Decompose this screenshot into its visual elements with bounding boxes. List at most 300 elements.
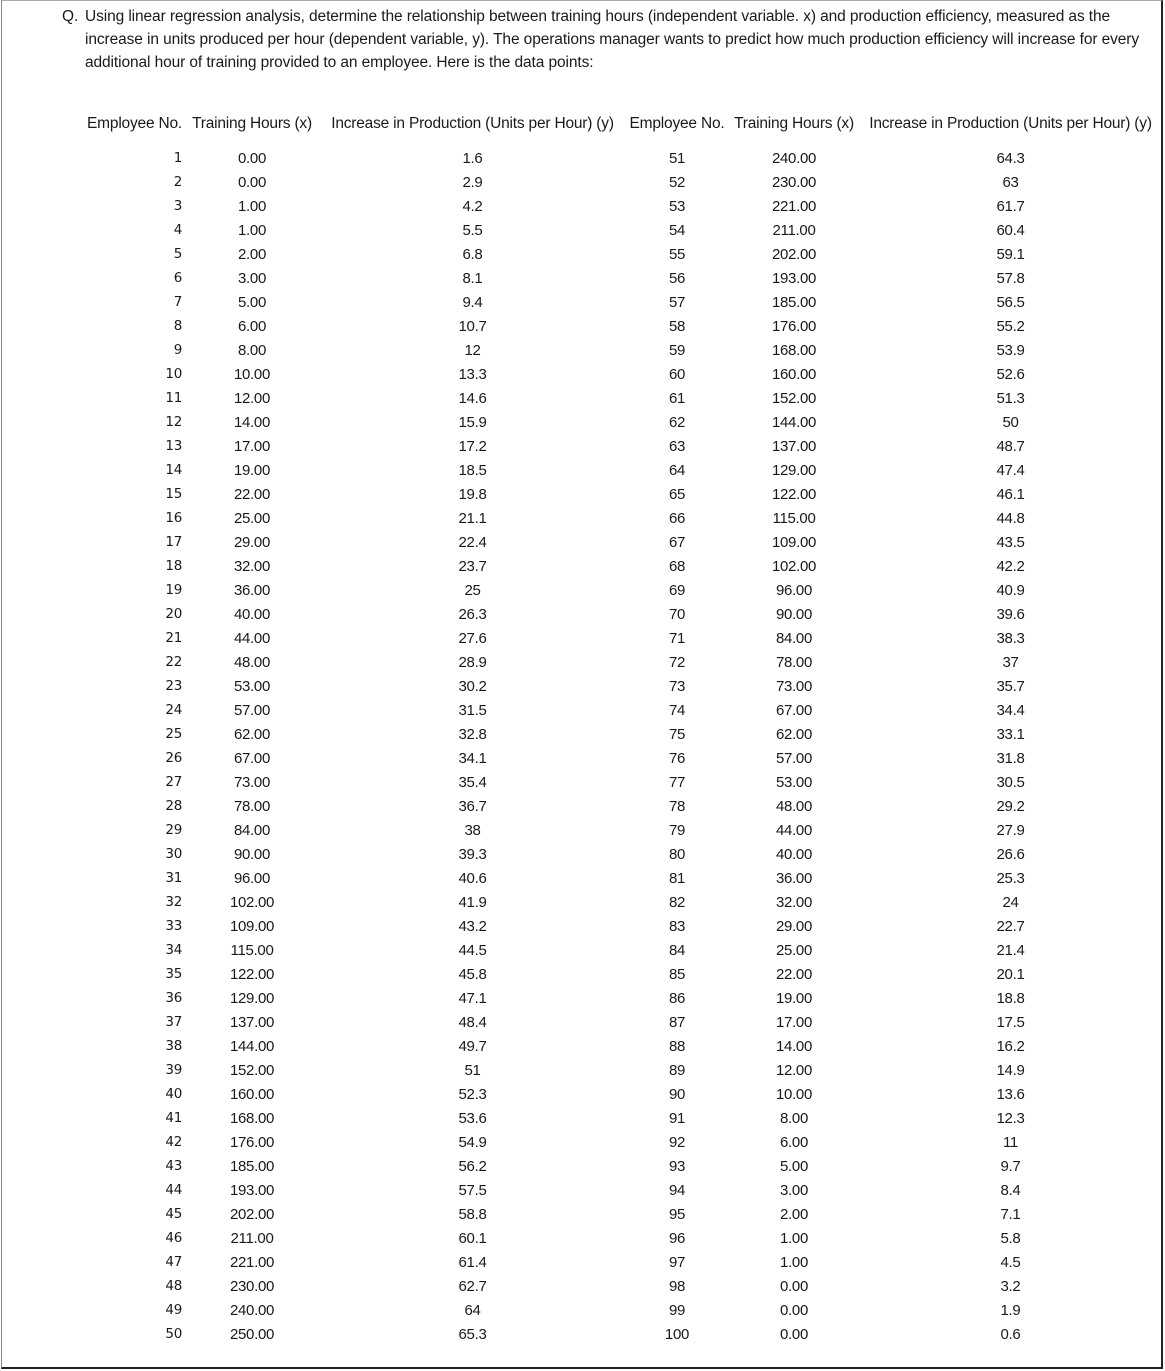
table-row <box>2 866 1162 890</box>
table-row <box>2 194 1162 218</box>
production-increase-cell: 63 <box>1002 173 1019 191</box>
employee-no-cell: 73 <box>668 677 686 695</box>
table-row <box>2 890 1162 914</box>
production-increase-cell: 58.8 <box>458 1205 487 1223</box>
production-increase-cell: 53.9 <box>996 341 1025 359</box>
training-hours-cell: 8.00 <box>780 1109 808 1127</box>
training-hours-cell: 1.00 <box>238 197 266 215</box>
production-increase-cell: 54.9 <box>458 1133 487 1151</box>
table-row <box>2 362 1162 386</box>
production-increase-cell: 8.1 <box>462 269 483 287</box>
employee-no-cell: 68 <box>668 557 686 575</box>
employee-no-cell: 96 <box>668 1229 686 1247</box>
employee-no-cell: 74 <box>668 701 686 719</box>
production-increase-cell: 20.1 <box>996 965 1025 983</box>
training-hours-cell: 96.00 <box>233 869 271 887</box>
employee-no-cell: 80 <box>668 845 686 863</box>
header-production-increase: Increase in Production (Units per Hour) (y) <box>331 115 614 132</box>
training-hours-cell: 202.00 <box>771 245 817 263</box>
employee-no-cell: 19 <box>165 582 182 598</box>
table-row <box>2 626 1162 650</box>
production-increase-cell: 9.7 <box>1000 1157 1021 1175</box>
production-increase-cell: 25.3 <box>996 869 1025 887</box>
employee-no-cell: 52 <box>668 173 686 191</box>
production-increase-cell: 62.7 <box>458 1277 487 1295</box>
employee-no-cell: 71 <box>668 629 686 647</box>
table-row <box>2 1226 1162 1250</box>
production-increase-cell: 21.4 <box>996 941 1025 959</box>
table-row <box>2 794 1162 818</box>
employee-no-cell: 36 <box>165 990 182 1006</box>
production-increase-cell: 5.8 <box>1000 1229 1021 1247</box>
training-hours-cell: 84.00 <box>775 629 813 647</box>
employee-no-cell: 97 <box>668 1253 686 1271</box>
employee-no-cell: 89 <box>668 1061 686 1079</box>
production-increase-cell: 25 <box>464 581 481 599</box>
employee-no-cell: 16 <box>165 510 182 526</box>
employee-no-cell: 99 <box>668 1301 686 1319</box>
training-hours-cell: 3.00 <box>780 1181 808 1199</box>
table-row <box>2 218 1162 242</box>
employee-no-cell: 65 <box>668 485 686 503</box>
question-block <box>62 5 1152 74</box>
production-increase-cell: 52.6 <box>996 365 1025 383</box>
training-hours-cell: 137.00 <box>771 437 817 455</box>
training-hours-cell: 73.00 <box>775 677 813 695</box>
employee-no-cell: 20 <box>165 606 182 622</box>
training-hours-cell: 73.00 <box>233 773 271 791</box>
employee-no-cell: 51 <box>668 149 686 167</box>
table-row <box>2 1106 1162 1130</box>
table-body <box>2 146 1162 1346</box>
training-hours-cell: 221.00 <box>229 1253 275 1271</box>
training-hours-cell: 10.00 <box>233 365 271 383</box>
data-table-container <box>2 111 1164 1346</box>
production-increase-cell: 60.1 <box>458 1229 487 1247</box>
production-increase-cell: 44.8 <box>996 509 1025 527</box>
training-hours-cell: 48.00 <box>233 653 271 671</box>
training-hours-cell: 185.00 <box>771 293 817 311</box>
production-increase-cell: 24 <box>1002 893 1019 911</box>
production-increase-cell: 60.4 <box>996 221 1025 239</box>
training-hours-cell: 109.00 <box>229 917 275 935</box>
production-increase-cell: 13.6 <box>996 1085 1025 1103</box>
employee-no-cell: 85 <box>668 965 686 983</box>
employee-no-cell: 30 <box>165 846 182 862</box>
production-increase-cell: 27.6 <box>458 629 487 647</box>
production-increase-cell: 17.5 <box>996 1013 1025 1031</box>
training-hours-cell: 230.00 <box>771 173 817 191</box>
employee-no-cell: 5 <box>173 246 182 262</box>
table-row <box>2 530 1162 554</box>
production-increase-cell: 23.7 <box>458 557 487 575</box>
training-hours-cell: 67.00 <box>775 701 813 719</box>
employee-no-cell: 47 <box>165 1254 182 1270</box>
training-hours-cell: 40.00 <box>775 845 813 863</box>
training-hours-cell: 62.00 <box>775 725 813 743</box>
production-increase-cell: 26.3 <box>458 605 487 623</box>
training-hours-cell: 12.00 <box>233 389 271 407</box>
production-increase-cell: 14.9 <box>996 1061 1025 1079</box>
employee-no-cell: 29 <box>165 822 182 838</box>
employee-no-cell: 79 <box>668 821 686 839</box>
employee-no-cell: 77 <box>668 773 686 791</box>
training-hours-cell: 78.00 <box>233 797 271 815</box>
production-increase-cell: 50 <box>1002 413 1019 431</box>
training-hours-cell: 102.00 <box>771 557 817 575</box>
training-hours-cell: 22.00 <box>775 965 813 983</box>
training-hours-cell: 0.00 <box>780 1277 808 1295</box>
production-increase-cell: 49.7 <box>458 1037 487 1055</box>
employee-no-cell: 61 <box>668 389 686 407</box>
employee-no-cell: 42 <box>165 1134 182 1150</box>
training-hours-cell: 193.00 <box>771 269 817 287</box>
employee-no-cell: 46 <box>165 1230 182 1246</box>
production-increase-cell: 18.5 <box>458 461 487 479</box>
document-page <box>1 0 1163 1369</box>
table-row <box>2 1298 1162 1322</box>
table-row <box>2 290 1162 314</box>
table-row <box>2 650 1162 674</box>
production-increase-cell: 16.2 <box>996 1037 1025 1055</box>
table-row <box>2 746 1162 770</box>
production-increase-cell: 9.4 <box>462 293 483 311</box>
employee-no-cell: 84 <box>668 941 686 959</box>
header-production-increase-2: Increase in Production (Units per Hour) (y) <box>869 115 1152 132</box>
employee-no-cell: 83 <box>668 917 686 935</box>
employee-no-cell: 54 <box>668 221 686 239</box>
production-increase-cell: 64.3 <box>996 149 1025 167</box>
employee-no-cell: 39 <box>165 1062 182 1078</box>
production-increase-cell: 57.8 <box>996 269 1025 287</box>
employee-no-cell: 40 <box>165 1086 182 1102</box>
table-row <box>2 1178 1162 1202</box>
production-increase-cell: 43.2 <box>458 917 487 935</box>
employee-no-cell: 9 <box>173 342 182 358</box>
employee-no-cell: 70 <box>668 605 686 623</box>
production-increase-cell: 34.1 <box>458 749 487 767</box>
training-hours-cell: 44.00 <box>775 821 813 839</box>
training-hours-cell: 1.00 <box>780 1229 808 1247</box>
employee-no-cell: 66 <box>668 509 686 527</box>
training-hours-cell: 176.00 <box>229 1133 275 1151</box>
question-label: Q. <box>62 8 79 25</box>
header-employee-no-2: Employee No. <box>629 115 725 132</box>
training-hours-cell: 168.00 <box>771 341 817 359</box>
production-increase-cell: 0.6 <box>1000 1325 1021 1343</box>
employee-no-cell: 8 <box>173 318 182 334</box>
training-hours-cell: 137.00 <box>229 1013 275 1031</box>
production-increase-cell: 47.1 <box>458 989 487 1007</box>
production-increase-cell: 34.4 <box>996 701 1025 719</box>
production-increase-cell: 27.9 <box>996 821 1025 839</box>
training-hours-cell: 240.00 <box>229 1301 275 1319</box>
training-hours-cell: 0.00 <box>238 173 266 191</box>
table-row <box>2 1154 1162 1178</box>
training-hours-cell: 5.00 <box>238 293 266 311</box>
production-increase-cell: 12.3 <box>996 1109 1025 1127</box>
training-hours-cell: 19.00 <box>775 989 813 1007</box>
employee-no-cell: 33 <box>165 918 182 934</box>
table-row <box>2 554 1162 578</box>
table-row <box>2 410 1162 434</box>
training-hours-cell: 44.00 <box>233 629 271 647</box>
production-increase-cell: 22.7 <box>996 917 1025 935</box>
training-hours-cell: 8.00 <box>238 341 266 359</box>
training-hours-cell: 115.00 <box>230 941 274 959</box>
training-hours-cell: 221.00 <box>771 197 817 215</box>
table-row <box>2 1034 1162 1058</box>
production-increase-cell: 18.8 <box>996 989 1025 1007</box>
table-row <box>2 674 1162 698</box>
production-increase-cell: 19.8 <box>458 485 487 503</box>
training-hours-cell: 57.00 <box>233 701 271 719</box>
training-hours-cell: 122.00 <box>229 965 275 983</box>
employee-no-cell: 41 <box>165 1110 182 1126</box>
production-increase-cell: 5.5 <box>462 221 483 239</box>
production-increase-cell: 29.2 <box>996 797 1025 815</box>
production-increase-cell: 46.1 <box>996 485 1025 503</box>
table-row <box>2 962 1162 986</box>
training-hours-cell: 160.00 <box>771 365 817 383</box>
table-row <box>2 170 1162 194</box>
table-row <box>2 506 1162 530</box>
table-row <box>2 1058 1162 1082</box>
employee-no-cell: 11 <box>165 390 182 406</box>
employee-no-cell: 78 <box>668 797 686 815</box>
table-row <box>2 1010 1162 1034</box>
training-hours-cell: 25.00 <box>775 941 813 959</box>
question-text: Using linear regression analysis, determine the relationship between training hours (independent variable. x) and production efficiency, measured as the increase in units produced per hour (dependent variable, y). The operations manager wants to predict how much production efficiency will increase for every additional hour of training provided to an employee. Here is the data points: <box>85 8 1140 71</box>
employee-no-cell: 34 <box>165 942 182 958</box>
employee-no-cell: 13 <box>165 438 182 454</box>
production-increase-cell: 47.4 <box>996 461 1025 479</box>
production-increase-cell: 65.3 <box>458 1325 487 1343</box>
training-hours-cell: 250.00 <box>229 1325 275 1343</box>
production-increase-cell: 2.9 <box>462 173 483 191</box>
production-increase-cell: 31.5 <box>458 701 487 719</box>
production-increase-cell: 40.6 <box>458 869 487 887</box>
table-row <box>2 146 1162 170</box>
employee-no-cell: 14 <box>165 462 182 478</box>
training-hours-cell: 0.00 <box>238 149 266 167</box>
production-increase-cell: 35.7 <box>996 677 1025 695</box>
training-hours-cell: 152.00 <box>229 1061 275 1079</box>
table-row <box>2 1202 1162 1226</box>
employee-no-cell: 24 <box>165 702 182 718</box>
training-hours-cell: 211.00 <box>772 221 816 239</box>
production-increase-cell: 36.7 <box>458 797 487 815</box>
training-hours-cell: 67.00 <box>233 749 271 767</box>
table-row <box>2 986 1162 1010</box>
employee-no-cell: 6 <box>173 270 182 286</box>
training-hours-cell: 109.00 <box>771 533 817 551</box>
employee-no-cell: 38 <box>165 1038 182 1054</box>
production-increase-cell: 38 <box>464 821 481 839</box>
employee-no-cell: 93 <box>668 1157 686 1175</box>
training-hours-cell: 19.00 <box>233 461 271 479</box>
production-increase-cell: 22.4 <box>458 533 487 551</box>
production-increase-cell: 15.9 <box>458 413 487 431</box>
production-increase-cell: 48.4 <box>458 1013 487 1031</box>
employee-no-cell: 92 <box>668 1133 686 1151</box>
production-increase-cell: 61.4 <box>458 1253 487 1271</box>
data-table <box>2 111 1162 1346</box>
production-increase-cell: 64 <box>464 1301 481 1319</box>
employee-no-cell: 18 <box>165 558 182 574</box>
production-increase-cell: 57.5 <box>458 1181 487 1199</box>
employee-no-cell: 25 <box>165 726 182 742</box>
employee-no-cell: 98 <box>668 1277 686 1295</box>
table-row <box>2 722 1162 746</box>
employee-no-cell: 90 <box>668 1085 686 1103</box>
production-increase-cell: 14.6 <box>458 389 487 407</box>
production-increase-cell: 42.2 <box>996 557 1025 575</box>
training-hours-cell: 14.00 <box>233 413 271 431</box>
training-hours-cell: 40.00 <box>233 605 271 623</box>
training-hours-cell: 193.00 <box>229 1181 275 1199</box>
production-increase-cell: 28.9 <box>458 653 487 671</box>
training-hours-cell: 78.00 <box>775 653 813 671</box>
table-row <box>2 578 1162 602</box>
employee-no-cell: 91 <box>668 1109 686 1127</box>
production-increase-cell: 1.9 <box>1000 1301 1021 1319</box>
production-increase-cell: 4.2 <box>462 197 483 215</box>
training-hours-cell: 5.00 <box>780 1157 808 1175</box>
training-hours-cell: 6.00 <box>238 317 266 335</box>
table-row <box>2 1322 1162 1346</box>
training-hours-cell: 185.00 <box>229 1157 275 1175</box>
training-hours-cell: 152.00 <box>771 389 817 407</box>
header-spacer <box>2 137 1162 146</box>
training-hours-cell: 25.00 <box>233 509 271 527</box>
employee-no-cell: 88 <box>668 1037 686 1055</box>
table-row <box>2 602 1162 626</box>
production-increase-cell: 40.9 <box>996 581 1025 599</box>
employee-no-cell: 94 <box>668 1181 686 1199</box>
production-increase-cell: 37 <box>1002 653 1019 671</box>
production-increase-cell: 8.4 <box>1000 1181 1021 1199</box>
production-increase-cell: 38.3 <box>996 629 1025 647</box>
training-hours-cell: 6.00 <box>780 1133 808 1151</box>
employee-no-cell: 27 <box>165 774 182 790</box>
employee-no-cell: 59 <box>668 341 686 359</box>
employee-no-cell: 67 <box>668 533 686 551</box>
training-hours-cell: 240.00 <box>771 149 817 167</box>
employee-no-cell: 2 <box>173 174 182 190</box>
training-hours-cell: 22.00 <box>233 485 271 503</box>
employee-no-cell: 26 <box>165 750 182 766</box>
training-hours-cell: 36.00 <box>775 869 813 887</box>
employee-no-cell: 75 <box>668 725 686 743</box>
employee-no-cell: 76 <box>668 749 686 767</box>
training-hours-cell: 211.00 <box>230 1229 274 1247</box>
training-hours-cell: 176.00 <box>771 317 817 335</box>
employee-no-cell: 62 <box>668 413 686 431</box>
employee-no-cell: 63 <box>668 437 686 455</box>
training-hours-cell: 53.00 <box>233 677 271 695</box>
table-row <box>2 482 1162 506</box>
training-hours-cell: 36.00 <box>233 581 271 599</box>
training-hours-cell: 129.00 <box>771 461 817 479</box>
table-row <box>2 338 1162 362</box>
employee-no-cell: 15 <box>165 486 182 502</box>
training-hours-cell: 144.00 <box>229 1037 275 1055</box>
table-row <box>2 458 1162 482</box>
employee-no-cell: 12 <box>165 414 182 430</box>
employee-no-cell: 17 <box>165 534 182 550</box>
production-increase-cell: 11 <box>1003 1133 1018 1151</box>
employee-no-cell: 60 <box>668 365 686 383</box>
production-increase-cell: 55.2 <box>996 317 1025 335</box>
table-row <box>2 938 1162 962</box>
production-increase-cell: 4.5 <box>1000 1253 1021 1271</box>
production-increase-cell: 61.7 <box>996 197 1025 215</box>
production-increase-cell: 17.2 <box>458 437 487 455</box>
employee-no-cell: 37 <box>165 1014 182 1030</box>
employee-no-cell: 72 <box>668 653 686 671</box>
production-increase-cell: 43.5 <box>996 533 1025 551</box>
employee-no-cell: 86 <box>668 989 686 1007</box>
employee-no-cell: 44 <box>165 1182 182 1198</box>
training-hours-cell: 53.00 <box>775 773 813 791</box>
employee-no-cell: 87 <box>668 1013 686 1031</box>
table-row <box>2 818 1162 842</box>
table-row <box>2 266 1162 290</box>
training-hours-cell: 1.00 <box>238 221 266 239</box>
training-hours-cell: 96.00 <box>775 581 813 599</box>
employee-no-cell: 49 <box>165 1302 182 1318</box>
production-increase-cell: 35.4 <box>458 773 487 791</box>
employee-no-cell: 55 <box>668 245 686 263</box>
training-hours-cell: 202.00 <box>229 1205 275 1223</box>
employee-no-cell: 32 <box>165 894 182 910</box>
training-hours-cell: 2.00 <box>238 245 266 263</box>
production-increase-cell: 10.7 <box>458 317 487 335</box>
training-hours-cell: 17.00 <box>775 1013 813 1031</box>
employee-no-cell: 7 <box>173 294 182 310</box>
production-increase-cell: 52.3 <box>458 1085 487 1103</box>
training-hours-cell: 144.00 <box>771 413 817 431</box>
employee-no-cell: 35 <box>165 966 182 982</box>
table-row <box>2 434 1162 458</box>
table-row <box>2 314 1162 338</box>
production-increase-cell: 12 <box>464 341 481 359</box>
training-hours-cell: 32.00 <box>775 893 813 911</box>
training-hours-cell: 168.00 <box>229 1109 275 1127</box>
production-increase-cell: 39.6 <box>996 605 1025 623</box>
training-hours-cell: 17.00 <box>233 437 271 455</box>
employee-no-cell: 10 <box>165 366 182 382</box>
training-hours-cell: 14.00 <box>775 1037 813 1055</box>
employee-no-cell: 64 <box>668 461 686 479</box>
training-hours-cell: 230.00 <box>229 1277 275 1295</box>
employee-no-cell: 95 <box>668 1205 686 1223</box>
production-increase-cell: 56.5 <box>996 293 1025 311</box>
training-hours-cell: 2.00 <box>780 1205 808 1223</box>
employee-no-cell: 23 <box>165 678 182 694</box>
employee-no-cell: 22 <box>165 654 182 670</box>
training-hours-cell: 48.00 <box>775 797 813 815</box>
employee-no-cell: 100 <box>664 1325 690 1343</box>
production-increase-cell: 48.7 <box>996 437 1025 455</box>
production-increase-cell: 45.8 <box>458 965 487 983</box>
training-hours-cell: 115.00 <box>772 509 816 527</box>
training-hours-cell: 10.00 <box>775 1085 813 1103</box>
production-increase-cell: 32.8 <box>458 725 487 743</box>
production-increase-cell: 1.6 <box>462 149 483 167</box>
training-hours-cell: 84.00 <box>233 821 271 839</box>
